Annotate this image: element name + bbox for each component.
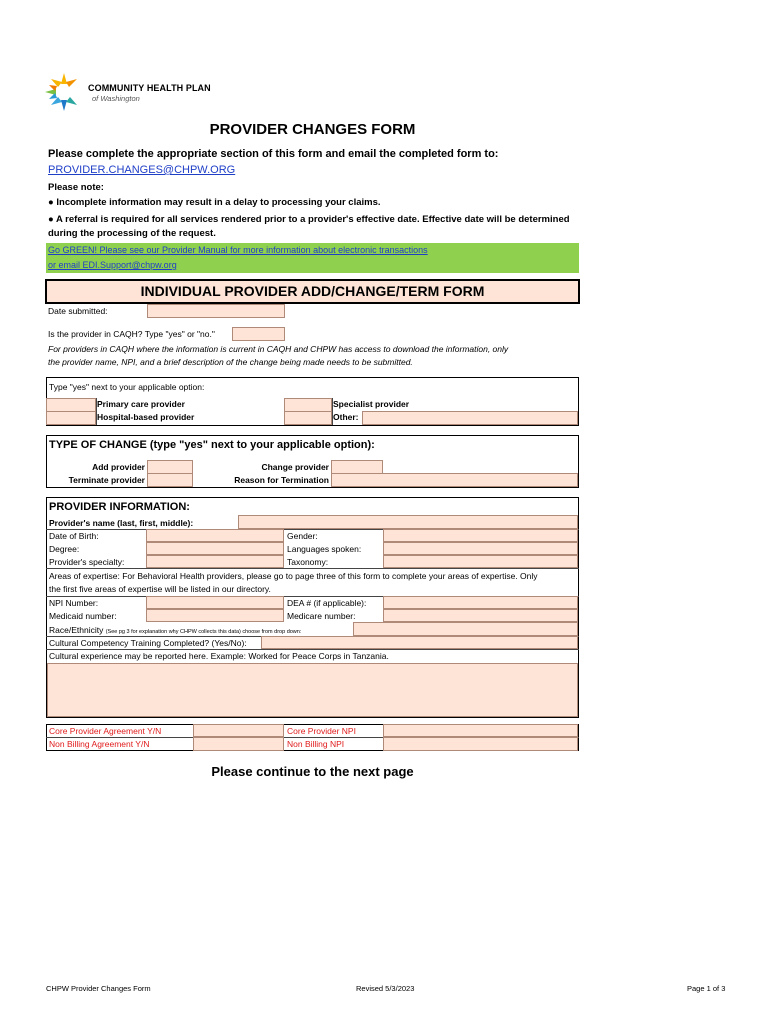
footer-center: Revised 5/3/2023 xyxy=(356,984,415,993)
primary-care-label: Primary care provider xyxy=(97,399,185,409)
dea-label: DEA # (if applicable): xyxy=(287,598,367,608)
race-note: (See pg 3 for explanation why CHPW collects this data) choose from drop down: xyxy=(105,629,302,635)
continue-note: Please continue to the next page xyxy=(211,764,414,779)
non-billing-agreement-label: Non Billing Agreement Y/N xyxy=(49,739,150,749)
caqh-note-1: For providers in CAQH where the information is current in CAQH and CHPW has access to download the information, only xyxy=(48,344,509,354)
race-dropdown[interactable] xyxy=(353,622,578,636)
reason-termination-label: Reason for Termination xyxy=(234,475,329,485)
footer-left: CHPW Provider Changes Form xyxy=(46,984,151,993)
gender-label: Gender: xyxy=(287,531,318,541)
provider-manual-link[interactable]: Go GREEN! Please see our Provider Manual for more information about electronic transactions xyxy=(48,245,428,255)
note-heading: Please note: xyxy=(48,182,104,193)
other-text-field[interactable] xyxy=(362,411,578,425)
page-title: PROVIDER CHANGES FORM xyxy=(209,121,416,138)
note-1: ● Incomplete information may result in a delay to processing your claims. xyxy=(48,197,381,208)
option-heading: Type "yes" next to your applicable option: xyxy=(49,382,205,392)
race-row xyxy=(49,625,301,635)
expertise-text-1: Areas of expertise: For Behavioral Health providers, please go to page three of this form to complete your areas of expertise. Only xyxy=(49,571,538,581)
dob-field[interactable] xyxy=(146,529,284,542)
gender-field[interactable] xyxy=(383,529,578,542)
cultural-experience-field[interactable] xyxy=(47,663,578,717)
provider-name-label: Provider's name (last, first, middle): xyxy=(49,518,194,528)
edi-support-link[interactable]: or email EDI.Support@chpw.org xyxy=(48,260,177,270)
dea-field[interactable] xyxy=(383,596,578,609)
languages-field[interactable] xyxy=(383,542,578,555)
medicaid-label: Medicaid number: xyxy=(49,611,117,621)
non-billing-agreement-field[interactable] xyxy=(193,737,284,751)
provider-name-field[interactable] xyxy=(238,515,578,529)
hospital-based-field[interactable] xyxy=(46,411,96,425)
medicaid-field[interactable] xyxy=(146,609,284,622)
core-npi-field[interactable] xyxy=(383,724,578,737)
terminate-provider-label: Terminate provider xyxy=(68,475,145,485)
footer-right: Page 1 of 3 xyxy=(687,984,726,993)
add-provider-field[interactable] xyxy=(147,460,193,474)
dob-label: Date of Birth: xyxy=(49,531,99,541)
logo-name: COMMUNITY HEALTH PLAN xyxy=(88,83,211,93)
cultural-training-label: Cultural Competency Training Completed? (Yes/No): xyxy=(49,638,247,648)
caqh-field[interactable] xyxy=(232,327,285,341)
other-field[interactable] xyxy=(284,411,332,425)
taxonomy-field[interactable] xyxy=(383,555,578,568)
logo-tagline: of Washington xyxy=(92,94,140,103)
specialist-label: Specialist provider xyxy=(333,399,410,409)
hospital-based-label: Hospital-based provider xyxy=(97,412,195,422)
change-heading: TYPE OF CHANGE (type "yes" next to your applicable option): xyxy=(49,439,375,451)
specialty-field[interactable] xyxy=(146,555,284,568)
cultural-training-field[interactable] xyxy=(261,636,578,649)
core-agreement-label: Core Provider Agreement Y/N xyxy=(49,726,162,736)
medicare-field[interactable] xyxy=(383,609,578,622)
other-label: Other: xyxy=(333,412,359,422)
race-label: Race/Ethnicity xyxy=(49,625,104,635)
specialty-label: Provider's specialty: xyxy=(49,557,125,567)
non-billing-npi-field[interactable] xyxy=(383,737,578,751)
change-provider-field[interactable] xyxy=(331,460,383,474)
npi-field[interactable] xyxy=(146,596,284,609)
caqh-question: Is the provider in CAQH? Type "yes" or "no." xyxy=(48,329,215,339)
provider-info-heading: PROVIDER INFORMATION: xyxy=(49,501,190,513)
date-submitted-label: Date submitted: xyxy=(48,306,108,316)
change-provider-label: Change provider xyxy=(261,462,329,472)
expertise-text-2: the first five areas of expertise will be listed in our directory. xyxy=(49,584,271,594)
npi-label: NPI Number: xyxy=(49,598,99,608)
languages-label: Languages spoken: xyxy=(287,544,362,554)
non-billing-npi-label: Non Billing NPI xyxy=(287,739,345,749)
core-npi-label: Core Provider NPI xyxy=(287,726,356,736)
note-2: ● A referral is required for all services rendered prior to a provider's effective date. Effective date will be determined during the processing of the request. xyxy=(48,214,570,239)
degree-label: Degree: xyxy=(49,544,80,554)
section-title: INDIVIDUAL PROVIDER ADD/CHANGE/TERM FORM xyxy=(45,279,580,304)
primary-care-field[interactable] xyxy=(46,398,96,412)
date-submitted-field[interactable] xyxy=(147,304,285,318)
medicare-label: Medicare number: xyxy=(287,611,356,621)
instructions: Please complete the appropriate section of this form and email the completed form to: xyxy=(48,148,499,160)
terminate-provider-field[interactable] xyxy=(147,473,193,487)
email-link[interactable]: PROVIDER.CHANGES@CHPW.ORG xyxy=(48,164,236,176)
specialist-field[interactable] xyxy=(284,398,332,412)
degree-field[interactable] xyxy=(146,542,284,555)
caqh-note-2: the provider name, NPI, and a brief description of the change being made needs to be submitted. xyxy=(48,357,413,367)
taxonomy-label: Taxonomy: xyxy=(287,557,329,567)
reason-termination-field[interactable] xyxy=(331,473,578,487)
core-agreement-field[interactable] xyxy=(193,724,284,737)
cultural-experience-label: Cultural experience may be reported here. Example: Worked for Peace Corps in Tanzania. xyxy=(49,651,389,661)
add-provider-label: Add provider xyxy=(92,462,145,472)
